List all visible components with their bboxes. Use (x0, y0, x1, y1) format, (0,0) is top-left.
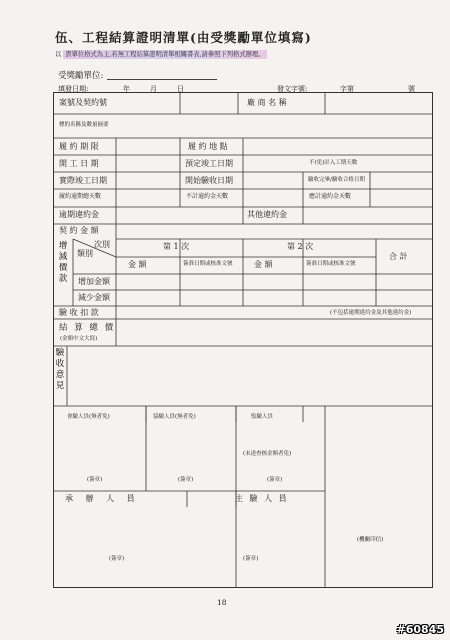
planned-completion-label: 預定竣工日期 (185, 159, 233, 168)
delay-penalty-label: 逾期違約金 (59, 210, 99, 219)
category-label: 類別 (77, 249, 93, 258)
other-penalty-label: 其他違約金 (247, 210, 287, 219)
increase-amount-label: 增加金額 (78, 277, 110, 286)
penalty-days-label: 應計逾約金天數 (309, 193, 352, 200)
co-inspector-label: 協驗人員(無者免) (153, 414, 196, 420)
total-delay-days-label: 履約逾期總天數 (59, 193, 102, 200)
acceptance-pass-date-label: 驗收完畢/驗收合格日期 (308, 177, 365, 183)
settlement-total-note: (金額中文大寫) (60, 336, 98, 342)
handler-label: 承 辦 人 員 (65, 494, 140, 503)
table-grid (53, 92, 433, 588)
no-penalty-days-label: 不計逾約金天數 (186, 193, 229, 200)
vendor-name-label: 廠 商 名 稱 (247, 98, 287, 107)
second-approval-header: 簽准日期或核准文號 (306, 261, 356, 267)
acceptance-opinion-char: 收 (55, 359, 65, 370)
issue-date-label: 填發日期: (58, 85, 89, 93)
page-title: 伍、工程結算證明清單(由受獎勵單位填寫) (55, 30, 312, 45)
chief-inspector-signature: (簽章) (243, 556, 259, 562)
acceptance-start-label: 開始驗收日期 (185, 176, 233, 185)
contract-amount-label: 契 約 金 額 (59, 226, 99, 235)
acceptance-deduction-label: 驗 收 扣 款 (59, 308, 99, 317)
issue-year: 年 (123, 85, 130, 93)
issue-day: 日 (177, 85, 184, 93)
price-change-char: 價 (58, 263, 68, 274)
issue-month: 月 (150, 85, 157, 93)
recipient-unit-line (107, 79, 217, 80)
page-number: 18 (217, 598, 227, 607)
case-number-label: 案號及契約號 (59, 98, 107, 107)
unverified-note: (未達查核金額者免) (243, 451, 292, 457)
first-amount-header: 金 額 (128, 260, 147, 269)
supervisor-label: 監驗人員 (251, 414, 274, 420)
format-note (55, 49, 267, 58)
times-label: 次別 (94, 240, 110, 249)
watermark-id: #60845 (396, 623, 444, 636)
chief-inspector-label: 主 驗 人 員 (235, 494, 289, 503)
settlement-total-label: 結 算 總 價 (59, 323, 116, 333)
price-change-label (58, 241, 68, 285)
settlement-table (53, 92, 433, 588)
price-change-char: 增 (58, 241, 68, 251)
item-description-label: 標的名稱及數量摘要 (59, 122, 109, 128)
note-highlight: 貴單位格式為主,若無工程結算證明清單相關書表,請參照下列格式辦理。 (65, 51, 265, 58)
deduction-exclusion-note: (不包括逾期違約金及其他違約金) (330, 310, 412, 316)
first-change-header: 第 1 次 (163, 242, 190, 251)
acceptance-opinion-label (55, 348, 65, 392)
price-change-char: 減 (58, 252, 68, 263)
acceptance-opinion-char: 驗 (55, 348, 65, 358)
first-approval-header: 簽准日期或核准文號 (183, 261, 233, 267)
actual-completion-label: 實際竣工日期 (59, 176, 107, 185)
handler-signature: (簽章) (109, 556, 125, 562)
start-date-label: 開 工 日 期 (59, 159, 99, 168)
contract-location-label: 履 約 地 點 (188, 142, 228, 151)
supervisor-signature: (簽章) (267, 477, 283, 483)
recipient-unit-label: 受獎勵單位: (58, 71, 104, 81)
doc-number-hao: 號 (408, 85, 415, 93)
doc-number-zi: 字第 (340, 85, 354, 93)
co-inspector-signature: (簽章) (178, 477, 194, 483)
inspector-label: 會驗人員(無者免) (67, 414, 110, 420)
second-change-header: 第 2 次 (287, 242, 314, 251)
agency-seal-label: (機關印信) (357, 537, 384, 543)
acceptance-opinion-char: 意 (55, 370, 65, 381)
price-change-char: 款 (58, 274, 68, 285)
note-lead: 以 (55, 51, 62, 58)
doc-number-label: 發文字號: (277, 85, 308, 93)
not-counted-days-label: 不(免)計入工期天數 (309, 160, 358, 166)
contract-period-label: 履 約 期 限 (59, 142, 99, 151)
decrease-amount-label: 減少金額 (78, 293, 110, 302)
second-amount-header: 金 額 (254, 260, 273, 269)
total-header: 合 計 (389, 252, 408, 261)
inspector-signature: (簽章) (87, 477, 103, 483)
acceptance-opinion-char: 見 (55, 381, 65, 392)
